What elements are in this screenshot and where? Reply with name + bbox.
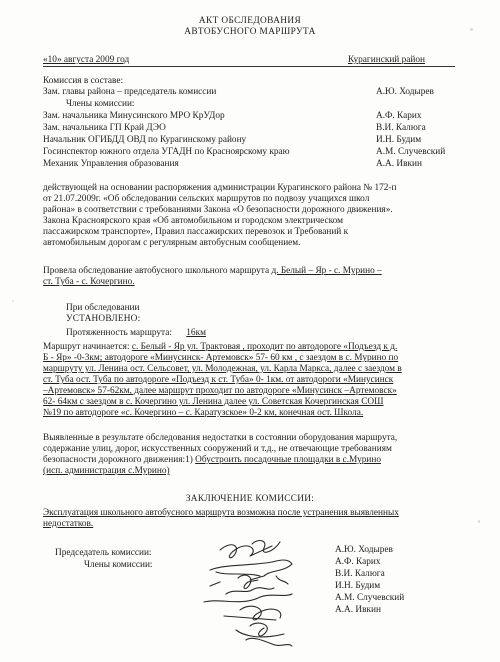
signatory-name: А.Ф. Карих [335, 557, 381, 567]
basis-line: района» в соответствии с требованиями Закона «О безопасности дорожного движения». [43, 205, 393, 215]
deficiency-line [43, 455, 381, 465]
scan-speck [470, 28, 473, 31]
member-name: А.Ю. Ходырев [376, 87, 434, 97]
deficiency-responsible: (исп. администрация с.Мурино) [43, 466, 170, 476]
route-description-line [43, 342, 397, 352]
conclusion-heading: ЗАКЛЮЧЕНИЕ КОМИССИИ: [185, 494, 315, 504]
route-description-line: №19 по автодороге «с. Кочергино – с. Каратузское» 0-2 км, конечная ост. Школа. [43, 408, 364, 418]
member-role: Госинспектор южного отдела УГАДН по Красноярскому краю [43, 147, 290, 157]
member-name: А.М. Случевский [376, 147, 446, 157]
conclusion-text: недостатков. [43, 519, 94, 529]
document-district: Курагинский район [348, 55, 425, 65]
basis-line: Закона Красноярского края «Об автомобильном и городском электрическом [43, 216, 344, 226]
conclusion-text: Эксплуатация школьного автобусного маршрута возможна после устранения выявленных [43, 508, 399, 518]
members-heading: Члены комиссии: [66, 99, 135, 109]
signatory-name: А.Ю. Ходырев [335, 545, 393, 555]
inspection-route: д. Белый – Яр - с. Мурино – [271, 266, 382, 276]
member-name: А.А. Ивкин [376, 159, 422, 169]
deficiency-item: Обустроить посадочные площадки в с.Мурино [195, 455, 381, 465]
route-starts-label: Маршрут начинается: [43, 342, 132, 352]
route-description-line: Б - Яр» -0-3км; автодороге «Минусинск- Артемовск» 57- 60 км , с заездом в с. Мурино по [43, 353, 399, 363]
signatory-name: И.Н. Будим [335, 581, 381, 591]
signature-members-label: Члены комиссии: [84, 560, 153, 570]
document-subtitle: АВТОБУСНОГО МАРШРУТА [184, 27, 316, 37]
member-role: Зам. главы района – председатель комиссии [43, 87, 217, 97]
member-name: И.Н. Будим [376, 135, 422, 145]
route-description-line: 62- 64км с заездом в с. Кочергино ул. Ленина далее ул. Советская Кочергинская СОШ [43, 397, 384, 407]
basis-line: действующей на основании распоряжения администрации Курагинского района № 172-п [43, 183, 397, 193]
route-description-line: маршруту ул. Ленина ост. Сельсовет, ул. Молодежная, ул. Карла Маркса, далее с заездом в [43, 364, 402, 374]
route-description-line: –Артемовск» 57-62км, далее маршрут проходит по автодороге «Минусинск –Артемовск» [43, 386, 397, 396]
signatory-name: А.М. Случевский [335, 593, 405, 603]
scan-speck [478, 520, 480, 523]
inspection-route-continued: ст. Туба - с. Кочергино. [43, 277, 135, 287]
document-date: «10» августа 2009 год [43, 55, 130, 65]
member-name: В.И. Калюга [376, 123, 426, 133]
header-rule [43, 66, 455, 67]
signatory-name: В.И. Калюга [335, 569, 385, 579]
commission-heading: Комиссия в составе: [43, 76, 124, 86]
basis-line: автомобильным дорогам с регулярным автобусным сообщением. [43, 238, 301, 248]
findings-established: УСТАНОВЛЕНО: [66, 314, 141, 324]
member-role: Механик Управления образования [43, 159, 179, 169]
deficiency-line: Выявленные в результате обследования недостатки в состоянии оборудования маршрута, [43, 433, 398, 443]
basis-line: от 21.07.2009г. «Об обследовании сельских маршрутов по подвозу учащихся школ [43, 194, 370, 204]
basis-line: пассажирском транспорте», Правил пассажирских перевозок и Требований к [43, 227, 349, 237]
route-description-text: с. Белый - Яр ул. Трактовая , проходит по автодороге «Подъезд к д. [131, 342, 398, 352]
member-role: Начальник ОГИБДД ОВД по Курагинскому району [43, 135, 247, 145]
signatory-name: А.А. Ивкин [335, 605, 381, 615]
scan-speck [12, 300, 14, 302]
inspection-lead [43, 266, 382, 276]
member-role: Зам. начальника ГП Край ДЭО [43, 123, 166, 133]
findings-intro: При обследовании [66, 303, 140, 313]
route-length [66, 328, 216, 338]
document-title: АКТ ОБСЛЕДОВАНИЯ [198, 16, 302, 26]
signature-chair-label: Председатель комиссии: [55, 548, 152, 558]
member-name: А.Ф. Карих [376, 111, 422, 121]
member-role: Зам. начальника Минусинского МРО КрУДор [43, 111, 225, 121]
route-length-label: Протяженность маршрута: [66, 328, 175, 338]
route-description-line: ст. Туба ост. Туба по автодороге «Подъезд к ст. Туба» 0- 1км. от автодороги «Минусинск [43, 375, 394, 385]
deficiency-lead: безопасности дорожного движения:1) [43, 455, 196, 465]
deficiency-line: содержание улиц, дорог, искусственных сооружений и т.д., не отвечающие требованиям [43, 444, 392, 454]
inspection-lead-text: Провела обследование автобусного школьного маршрута [43, 266, 272, 276]
handwritten-signatures [180, 536, 320, 654]
route-length-value: 16км [186, 328, 206, 338]
